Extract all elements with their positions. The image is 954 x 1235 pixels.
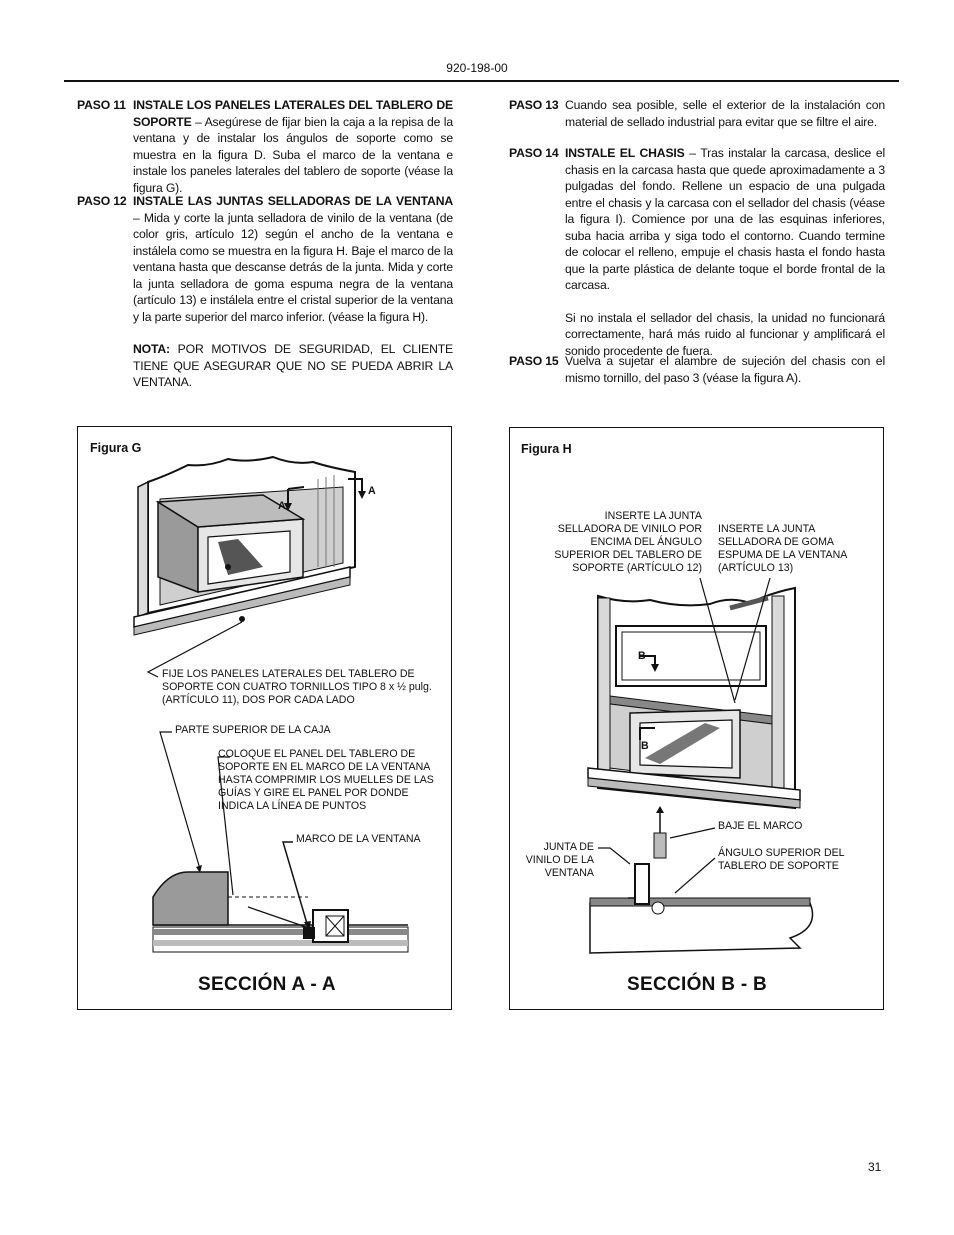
callout-foam-seal-insert: INSERTE LA JUNTA SELLADORA DE GOMA ESPUMA DE LA VENTANA (ARTÍCULO 13) — [718, 523, 847, 574]
step-body: – Tras instalar la carcasa, deslice el chasis en la carcasa hasta que quede aproximadamente a 3 pulgadas del fondo. Rellene un espacio de una pulgada entre el chasis y la carcasa con el sellador del chasis (véase la figura I). Comience por una de las esquinas inferiores, suba hacia arriba y siga todo el contorno. Cuando termine de colocar el relleno, empuje el chasis hasta el fondo hasta que la parte plástica de delante toque el borde frontal de la carcasa. — [565, 146, 886, 292]
step-heading: INSTALE LOS PANELES LATERALES DEL TABLERO DE SOPORTE — [133, 98, 453, 129]
callout-panel: COLOQUE EL PANEL DEL TABLERO DE SOPORTE EN EL MARCO DE LA VENTANA HASTA COMPRIMIR LOS MUELLES DE LAS GUÍAS Y GIRE EL PANEL POR DONDE INDICA LA LÍNEA DE PUNTOS — [218, 748, 434, 812]
step-heading: INSTALE EL CHASIS — [565, 146, 685, 160]
section-marker-b: B — [641, 740, 649, 752]
callout-lower-sash: BAJE EL MARCO — [718, 820, 803, 832]
step-heading: INSTALE LAS JUNTAS SELLADORAS DE LA VENTANA — [133, 194, 453, 208]
section-title: SECCIÓN B - B — [627, 974, 768, 995]
section-marker-b: B — [638, 650, 646, 662]
step-text — [133, 193, 453, 391]
callout-case-top: PARTE SUPERIOR DE LA CAJA — [175, 724, 331, 736]
figure-h — [509, 427, 884, 1010]
section-marker-a: A — [278, 500, 286, 512]
step-15 — [509, 353, 885, 389]
step-label: PASO 11 — [77, 98, 126, 112]
step-11 — [77, 97, 453, 195]
step-body: Vuelva a sujetar el alambre de sujeción del chasis con el mismo tornillo, del paso 3 (véase la figura A). — [565, 354, 885, 385]
figure-g — [77, 426, 452, 1010]
step-body-2: Si no instala el sellador del chasis, la unidad no funcionará correctamente, hará más ruido al funcionar y amplificará el sonido procedente de fuera. — [565, 310, 885, 358]
step-label: PASO 15 — [509, 354, 559, 368]
header-rule — [64, 80, 899, 82]
step-14 — [509, 145, 886, 358]
safety-note — [133, 341, 453, 391]
step-text — [565, 145, 885, 359]
page-number: 31 — [868, 1160, 882, 1174]
step-label: PASO 14 — [509, 146, 559, 160]
step-text — [133, 97, 453, 196]
callout-top-angle: ÁNGULO SUPERIOR DEL TABLERO DE SOPORTE — [718, 847, 845, 872]
step-body: Cuando sea posible, selle el exterior de la instalación con material de sellado industrial para evitar que se filtre el aire. — [565, 98, 885, 129]
document-number: 920-198-00 — [446, 61, 508, 75]
callout-window-frame: MARCO DE LA VENTANA — [296, 833, 421, 845]
section-title: SECCIÓN A - A — [198, 974, 336, 995]
step-body: – Asegúrese de fijar bien la caja a la repisa de la ventana y de instalar los ángulos de soporte como se muestra en la figura D. Suba el marco de la ventana e instale los paneles laterales del tablero de soporte (véase la figura G). — [133, 114, 453, 195]
figure-label: Figura H — [521, 442, 572, 456]
figure-g-illustration — [78, 427, 450, 1008]
step-label: PASO 12 — [77, 194, 127, 208]
note-body: POR MOTIVOS DE SEGURIDAD, EL CLIENTE TIENE QUE ASEGURAR QUE NO SE PUEDA ABRIR LA VENTANA. — [133, 342, 453, 389]
callout-screws: FIJE LOS PANELES LATERALES DEL TABLERO DE SOPORTE CON CUATRO TORNILLOS TIPO 8 x ½ pulg. (ARTÍCULO 11), DOS POR CADA LADO — [162, 668, 432, 706]
step-12 — [77, 193, 453, 393]
step-label: PASO 13 — [509, 98, 559, 112]
section-marker-a: A — [368, 485, 376, 497]
callout-vinyl-window-seal: JUNTA DE VINILO DE LA VENTANA — [525, 841, 594, 879]
figure-label: Figura G — [90, 441, 142, 455]
step-13 — [509, 97, 885, 133]
callout-vinyl-seal-insert: INSERTE LA JUNTA SELLADORA DE VINILO POR ENCIMA DEL ÁNGULO SUPERIOR DEL TABLERO DE SOPORTE (ARTÍCULO 12) — [554, 510, 702, 574]
note-label: NOTA: — [133, 342, 170, 356]
step-body: – Mida y corte la junta selladora de vinilo de la ventana (de color gris, artículo 12) según el ancho de la ventana e instálela como se muestra en la figura H. Baje el marco de la ventana hasta que descanse detrás de la junta. Mida y corte la junta selladora de goma espuma negra de la ventana (artículo 13) e instálela entre el cristal superior de la ventana y la parte superior del marco inferior. (véase la figura H). — [133, 210, 453, 324]
